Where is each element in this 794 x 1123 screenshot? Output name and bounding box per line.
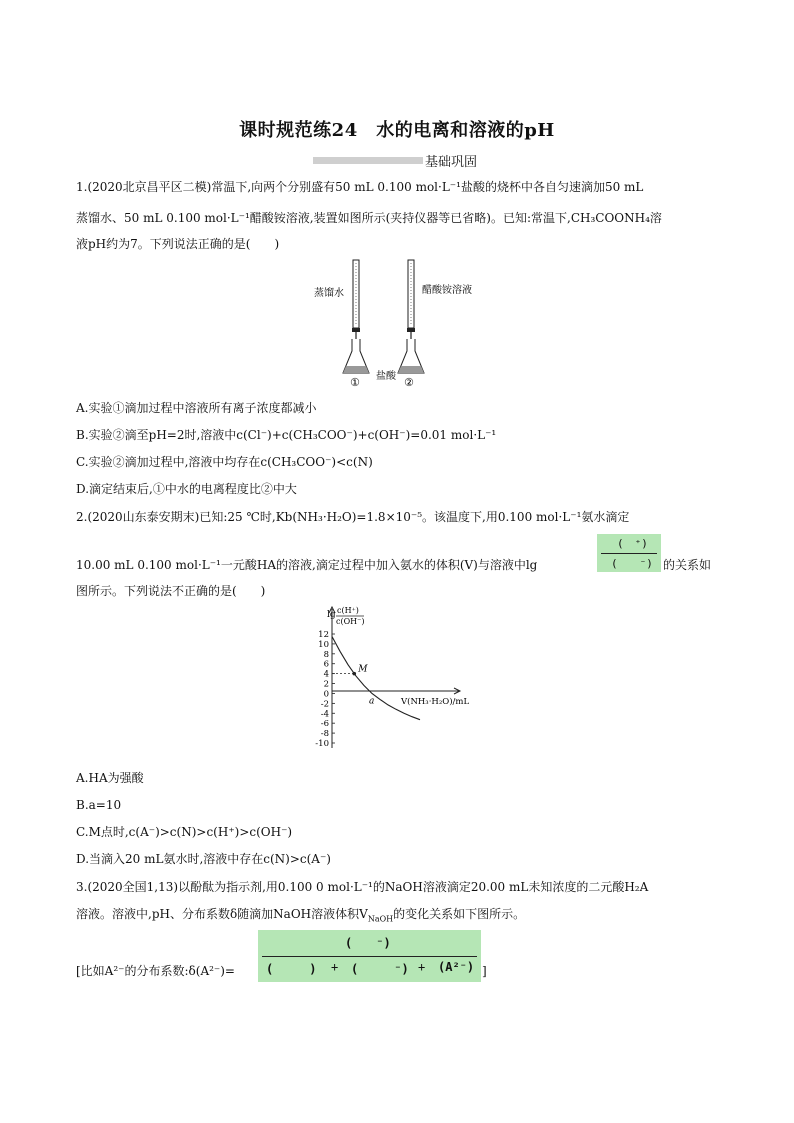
chart-y-tick-label: -2 (320, 699, 329, 710)
label-hcl: 盐酸 (376, 371, 396, 382)
q3-line-1: 3.(2020全国1,13)以酚酞为指示剂,用0.100 0 mol·L⁻¹的NaOH溶液滴定20.00 mL未知浓度的二元酸H₂A (76, 880, 649, 894)
q2-option-d: D.当滴入20 mL氨水时,溶液中存在c(N)>c(A⁻) (76, 852, 331, 866)
q2-fraction-numerator: ( ⁺) (617, 537, 648, 550)
chart-y-tick-label: 6 (323, 659, 329, 670)
chart-xlabel: V(NH₃·H₂O)/mL (401, 697, 470, 707)
chart-y-tick-label: 10 (318, 639, 329, 650)
right-burette (407, 260, 415, 339)
chart-point-m-label: M (358, 664, 368, 675)
q3-line-2-sub: NaOH (367, 914, 394, 924)
chart-y-tick-label: -8 (320, 729, 329, 740)
q3-line-2-text: 溶液。溶液中,pH、分布系数δ随滴加NaOH溶液体积V (76, 907, 368, 921)
page-title: 课时规范练24 水的电离和溶液的pH (239, 120, 555, 141)
q3-line-2 (76, 906, 525, 927)
chart-ylabel-lg: lg (327, 610, 336, 620)
q1-option-d: D.滴定结束后,①中水的电离程度比②中大 (76, 482, 297, 496)
titration-apparatus-figure (300, 255, 500, 390)
q3-fraction-numerator: ( ⁻) (345, 936, 391, 950)
chart-point-m (352, 672, 356, 676)
chart-y-tick-label: 8 (323, 649, 329, 660)
chart-y-tick-label: 4 (323, 669, 329, 680)
label-flask-2: ② (404, 376, 414, 389)
q3-fraction-bar (262, 956, 477, 957)
q2-fraction-bar (601, 553, 657, 554)
q3-fraction-plus-2: + (418, 960, 426, 974)
q1-line-2: 蒸馏水、50 mL 0.100 mol·L⁻¹醋酸铵溶液,装置如图所示(夹持仪器等已省略)。已知:常温下,CH₃COONH₄溶 (76, 211, 662, 225)
q3-line-3b: ] (482, 964, 487, 978)
chart-ylabel-numerator: c(H⁺) (337, 606, 359, 615)
section-bar (313, 157, 423, 164)
q1-option-c: C.实验②滴加过程中,溶液中均存在c(CH₃COO⁻)<c(N) (76, 455, 373, 469)
chart-y-tick-label: -4 (320, 709, 329, 720)
q3-line-3a: [比如A²⁻的分布系数:δ(A²⁻)= (76, 964, 235, 978)
chart-y-tick-label: 2 (323, 679, 329, 690)
q1-option-a: A.实验①滴加过程中溶液所有离子浓度都减小 (76, 401, 317, 415)
chart-series-line (332, 637, 420, 720)
q2-option-a: A.HA为强酸 (76, 771, 144, 785)
q3-fraction-den-3: (A²⁻) (438, 960, 475, 974)
chart-point-a-label: a (369, 696, 375, 707)
q2-option-c: C.M点时,c(A⁻)>c(N)>c(H⁺)>c(OH⁻) (76, 825, 293, 839)
section-label: 基础巩固 (425, 155, 478, 170)
left-flask (343, 339, 369, 373)
q2-line-2a: 10.00 mL 0.100 mol·L⁻¹一元酸HA的溶液,滴定过程中加入氨水的体积(V)与溶液中lg (76, 558, 538, 572)
chart-y-tick-label: 12 (318, 630, 329, 640)
chart-y-tick-label: -6 (320, 719, 329, 730)
q1-line-1: 1.(2020北京昌平区二模)常温下,向两个分别盛有50 mL 0.100 mol·L⁻¹盐酸的烧杯中各自匀速滴加50 mL (76, 180, 644, 194)
chart-ylabel-denominator: c(OH⁻) (336, 617, 365, 626)
q1-line-3: 液pH约为7。下列说法正确的是( ) (76, 237, 280, 251)
label-flask-1: ① (350, 376, 360, 389)
q2-line-2b: 的关系如 (663, 558, 712, 572)
label-ammonium-acetate: 醋酸铵溶液 (422, 285, 472, 296)
chart-y-tick-label: -10 (315, 739, 329, 749)
left-burette (352, 260, 360, 339)
q2-chart (308, 603, 488, 753)
right-flask (398, 339, 424, 373)
q2-line-1: 2.(2020山东泰安期末)已知:25 ℃时,Kb(NH₃·H₂O)=1.8×10⁻⁵。该温度下,用0.100 mol·L⁻¹氨水滴定 (76, 510, 630, 524)
q3-fraction-den-2: ( ⁻) (351, 962, 409, 976)
q3-fraction-plus-1: + (331, 960, 339, 974)
q1-option-b: B.实验②滴至pH=2时,溶液中c(Cl⁻)+c(CH₃COO⁻)+c(OH⁻)=0.01 mol·L⁻¹ (76, 428, 497, 442)
label-distilled-water: 蒸馏水 (314, 288, 344, 299)
q3-line-2-end: 的变化关系如下图所示。 (393, 907, 526, 921)
q2-fraction-denominator: ( ⁻) (611, 557, 653, 570)
q3-fraction-den-1: ( ) (266, 962, 317, 976)
chart-y-tick-label: 0 (323, 689, 329, 700)
q2-option-b: B.a=10 (76, 798, 122, 812)
q2-line-3: 图所示。下列说法不正确的是( ) (76, 584, 266, 598)
